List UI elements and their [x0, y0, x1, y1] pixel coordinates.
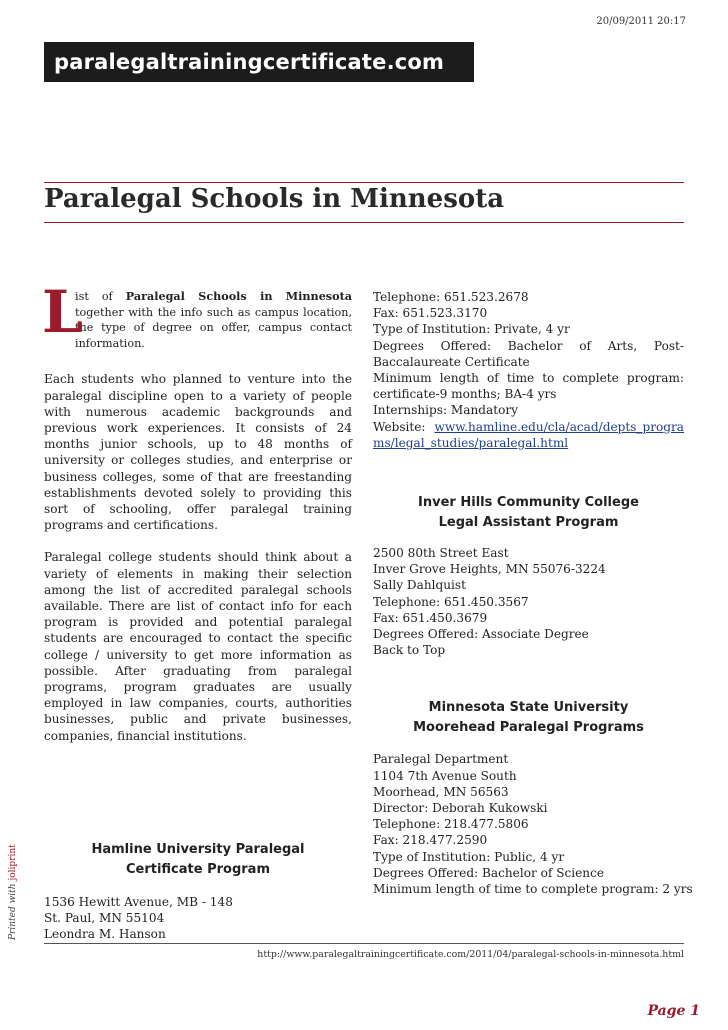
mnsu-degrees: Degrees Offered: Bachelor of Science	[373, 865, 604, 880]
inver-fax: Fax: 651.450.3679	[373, 610, 488, 625]
back-to-top-link[interactable]: Back to Top	[373, 643, 446, 658]
footer-url[interactable]: http://www.paralegaltrainingcertificate.com/2011/04/paralegal-schools-in-minnesota.html	[257, 949, 684, 960]
title-bottom-rule	[44, 222, 684, 223]
inver-hills-heading: Inver Hills Community College Legal Assistant Program	[418, 495, 639, 531]
mnsu-fax: Fax: 218.477.2590	[373, 833, 488, 848]
intro-bold-phrase: Paralegal Schools in Minnesota	[125, 289, 352, 303]
inver-degrees: Degrees Offered: Associate Degree	[373, 627, 589, 642]
printed-with-label: Printed with	[8, 883, 18, 940]
printed-with-badge	[8, 830, 22, 940]
mnsu-institution-type: Type of Institution: Public, 4 yr	[373, 849, 565, 864]
site-name-banner[interactable]: paralegaltrainingcertificate.com	[44, 42, 474, 82]
print-timestamp: 20/09/2011 20:17	[596, 16, 686, 27]
intro-paragraph	[42, 278, 352, 351]
hamline-min-length: Minimum length of time to complete program: certificate-9 months; BA-4 yrs	[373, 371, 684, 402]
hamline-contact-line: Leondra M. Hanson	[44, 927, 166, 942]
drop-cap: L	[42, 278, 83, 346]
hamline-internships: Internships: Mandatory	[373, 403, 518, 418]
body-paragraph-2: Paralegal college students should think about a variety of elements in making their selection among the list of accredited paralegal schools available. There are list of contact info for each program is provided and potential paralegal students are encouraged to contact the specific college / university to get more information as possible. After graduating from paralegal programs, program graduates are usually employed in law companies, courts, authorities businesses, public and private businesses, companies, financial institutions.	[44, 550, 352, 743]
left-column	[42, 278, 352, 942]
page-number: Page 1	[647, 1003, 700, 1019]
website-label: Website:	[373, 419, 426, 434]
body-paragraph-1: Each students who planned to venture into the paralegal discipline open to a variety of people with numerous academic backgrounds and previous work experiences. It consists of 24 months junior schools, up to 48 months of university or colleges studies, and enterprise or business colleges, some of that are freestanding establishments devoted solely to providing this sort of schooling, offer paralegal training programs and certifications.	[44, 372, 352, 533]
hamline-degrees: Degrees Offered: Bachelor of Arts, Post-Baccalaureate Certificate	[373, 338, 684, 369]
intro-text-end: together with the info such as campus location, the type of degree on offer, campus contact information.	[75, 305, 352, 350]
hamline-institution-type: Type of Institution: Private, 4 yr	[373, 322, 570, 337]
mnsu-moorhead-heading: Minnesota State University Moorehead Paralegal Programs	[413, 700, 644, 736]
page-title: Paralegal Schools in Minnesota	[44, 184, 505, 214]
inver-city: Inver Grove Heights, MN 55076-3224	[373, 562, 606, 577]
mnsu-address: 1104 7th Avenue South	[373, 768, 517, 783]
hamline-address-line: 1536 Hewitt Avenue, MB - 148	[44, 894, 233, 909]
intro-text-start: ist of	[75, 290, 126, 303]
inver-telephone: Telephone: 651.450.3567	[373, 594, 529, 609]
inver-contact: Sally Dahlquist	[373, 578, 466, 593]
mnsu-telephone: Telephone: 218.477.5806	[373, 817, 529, 832]
title-top-rule	[44, 182, 684, 183]
footer-rule	[44, 943, 684, 944]
hamline-website	[373, 419, 684, 451]
hamline-heading: Hamline University Paralegal Certificate Program	[91, 841, 305, 877]
hamline-fax: Fax: 651.523.3170	[373, 306, 488, 321]
inver-address: 2500 80th Street East	[373, 546, 509, 561]
hamline-telephone: Telephone: 651.523.2678	[373, 290, 529, 304]
mnsu-department: Paralegal Department	[373, 752, 509, 767]
right-column	[373, 289, 693, 897]
joliprint-logo: joliprint	[8, 844, 18, 881]
mnsu-min-length: Minimum length of time to complete program: 2 yrs	[373, 882, 693, 897]
mnsu-director: Director: Deborah Kukowski	[373, 801, 548, 816]
hamline-website-link[interactable]: www.hamline.edu/cla/acad/depts_programs/legal_studies/paralegal.html	[373, 419, 684, 450]
hamline-city-line: St. Paul, MN 55104	[44, 911, 165, 926]
mnsu-city: Moorhead, MN 56563	[373, 784, 509, 799]
